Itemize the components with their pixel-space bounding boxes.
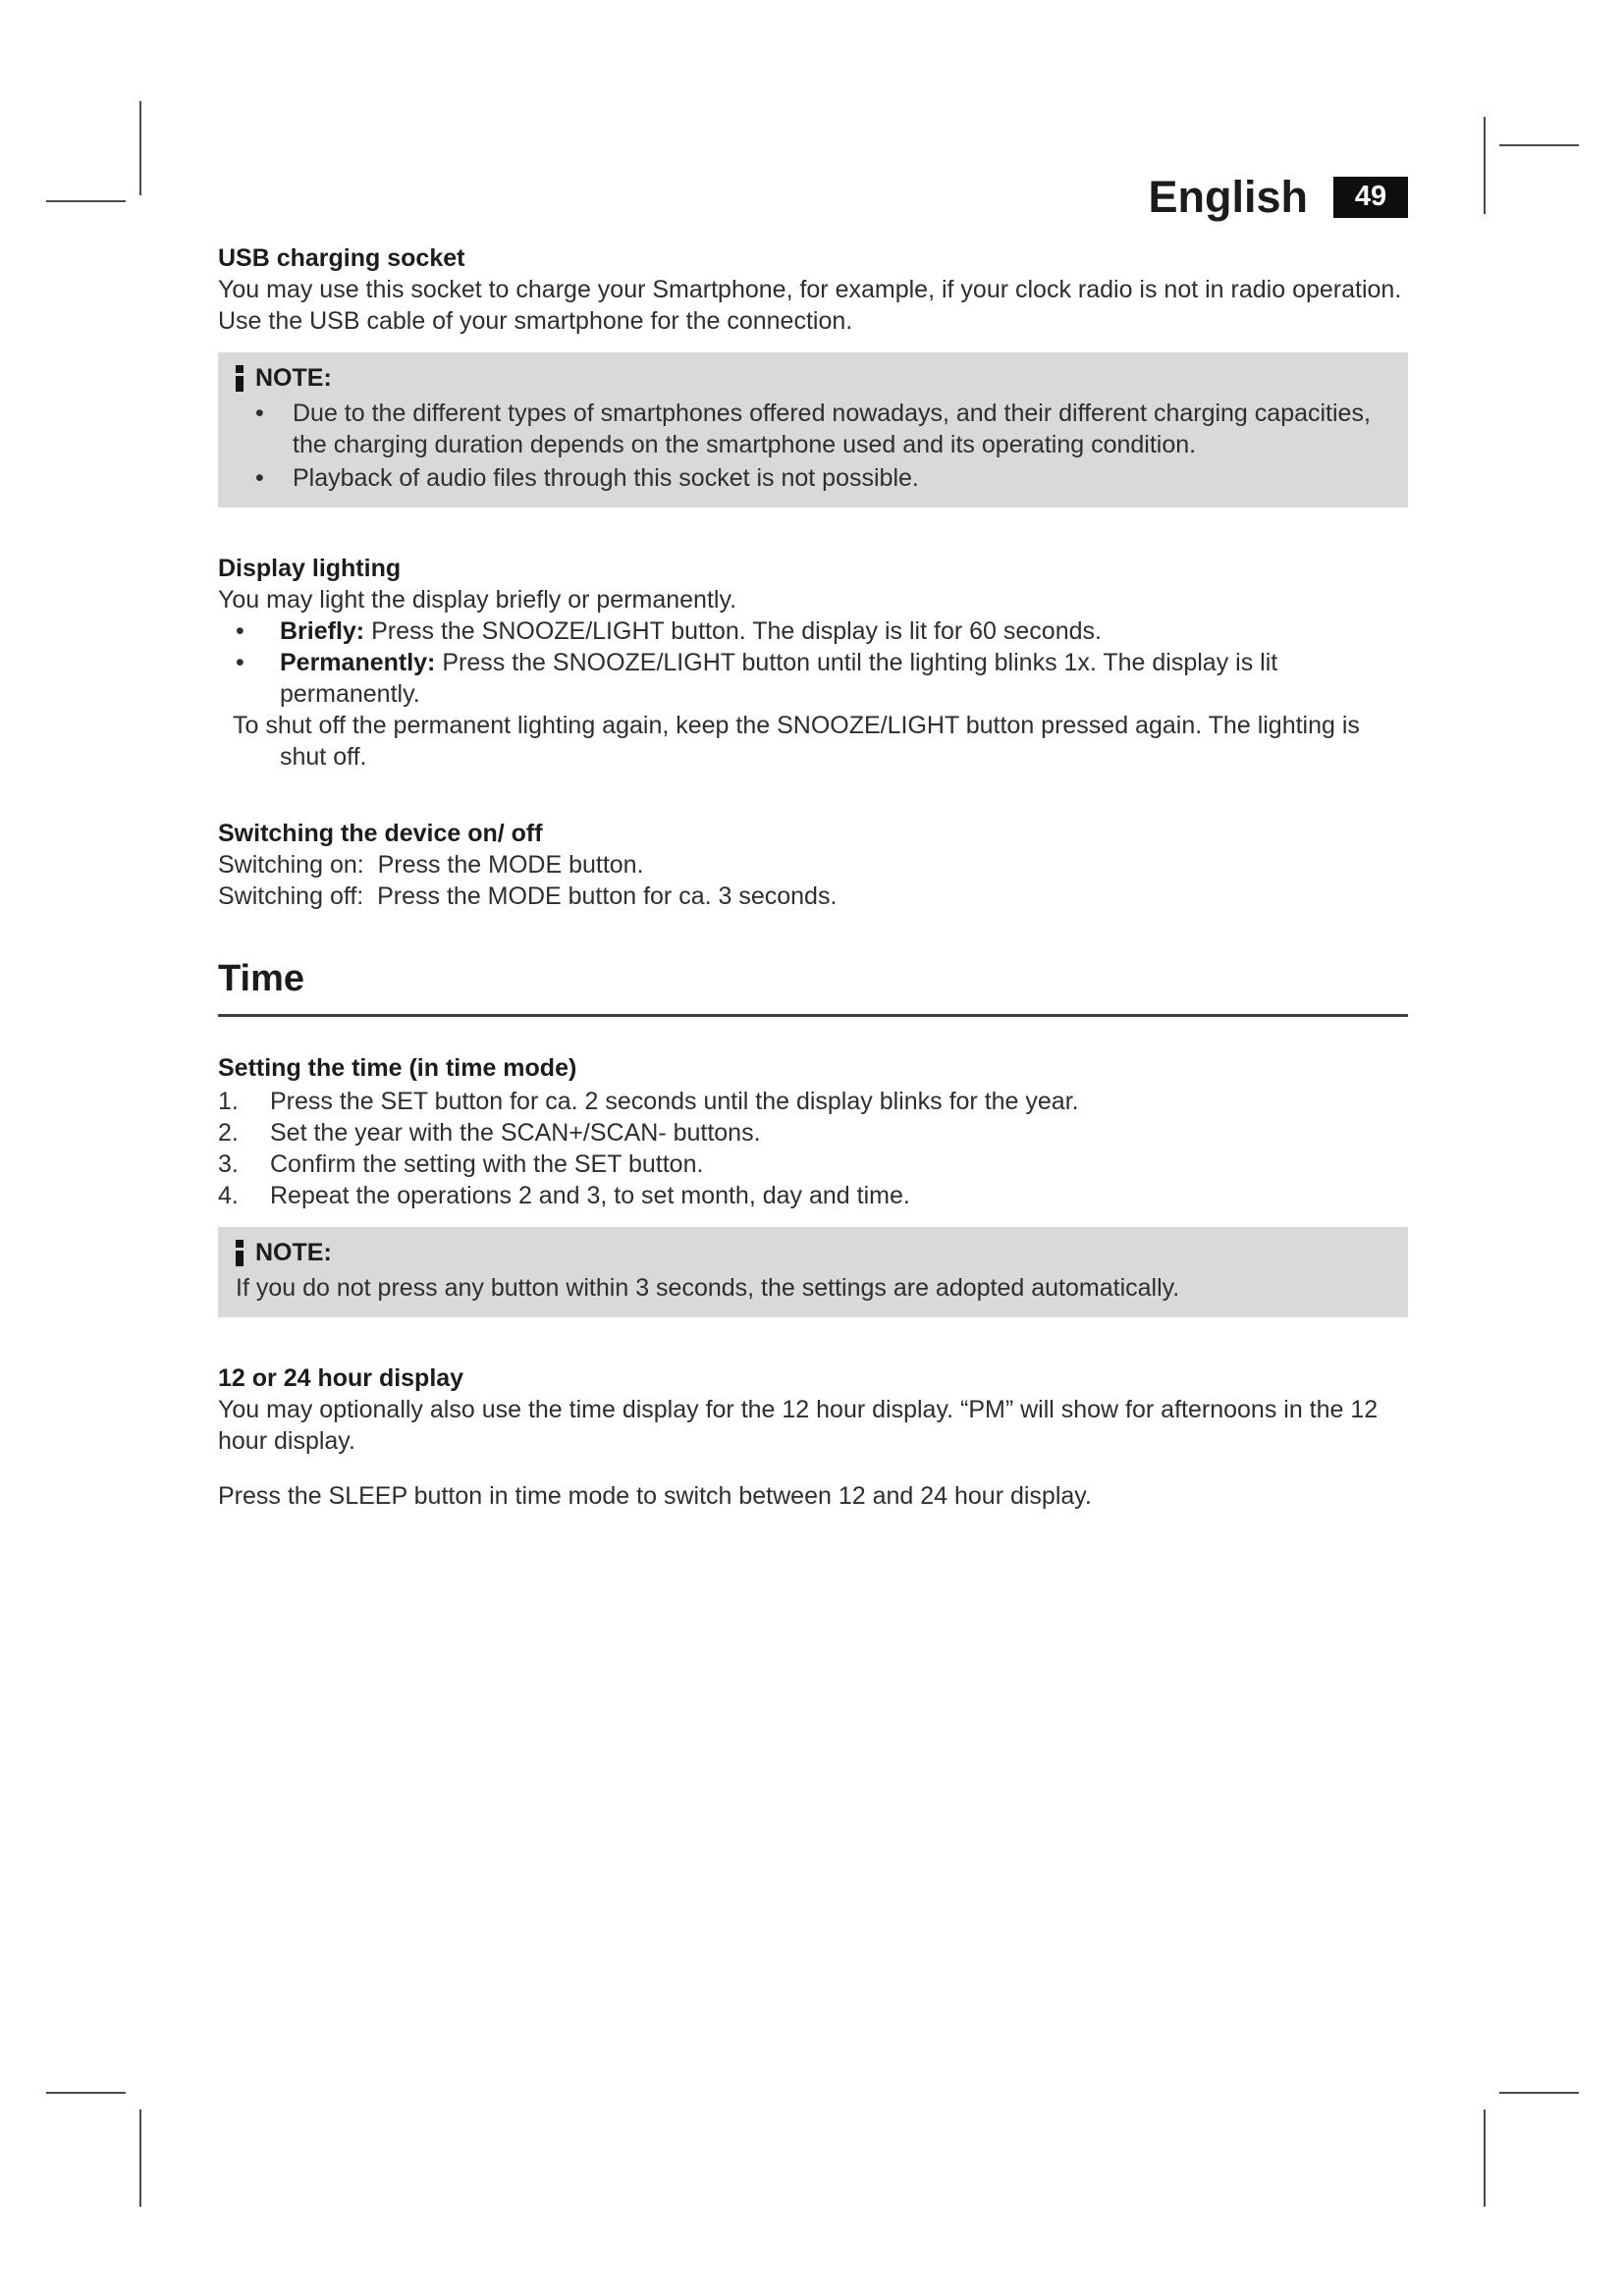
hour-display-para2: Press the SLEEP button in time mode to switch between 12 and 24 hour display.: [218, 1481, 1092, 1510]
display-lighting-bullets: [218, 615, 1408, 710]
usb-section-body: You may use this socket to charge your Smartphone, for example, if your clock radio is not in radio operation. Use the USB cable of your smartphone for the connection.: [218, 276, 1402, 335]
note-text: If you do not press any button within 3 seconds, the settings are adopted automatically.: [236, 1273, 1180, 1302]
crop-mark-top-left-horizontal: [46, 200, 126, 202]
note-list-item: • Playback of audio files through this socket is not possible.: [293, 462, 1384, 494]
note-label: NOTE:: [255, 364, 332, 392]
switching-off-line: Switching off: Press the MODE button for ca. 3 seconds.: [218, 882, 838, 910]
note-bullet-list: [234, 398, 1384, 494]
language-label: English: [1148, 172, 1308, 222]
hour-display-section: [218, 1362, 1408, 1512]
note-header: [234, 362, 1384, 394]
note-header: [234, 1237, 1384, 1268]
list-item: [280, 647, 1408, 710]
step-number: 4.: [218, 1181, 239, 1209]
page-number-badge: 49: [1333, 177, 1408, 218]
hour-display-para1: You may optionally also use the time display for the 12 hour display. “PM” will show for afternoons in the 12 hour display.: [218, 1395, 1379, 1455]
setting-time-section: [218, 1052, 1408, 1317]
info-icon: [234, 364, 244, 392]
step-number: 3.: [218, 1149, 239, 1178]
bullet-term: Briefly:: [280, 617, 365, 645]
setting-time-steps: [218, 1086, 1408, 1211]
bullet-term: Permanently:: [280, 649, 436, 676]
bullet-text: Press the SNOOZE/LIGHT button. The display is lit for 60 seconds.: [371, 617, 1102, 645]
display-lighting-section: [218, 553, 1408, 773]
crop-mark-bottom-left-horizontal: [46, 2092, 126, 2094]
crop-mark-top-right-vertical: [1484, 117, 1486, 214]
step-text: Repeat the operations 2 and 3, to set month, day and time.: [270, 1181, 910, 1209]
setting-time-heading: Setting the time (in time mode): [218, 1053, 577, 1082]
step-number: 2.: [218, 1118, 239, 1147]
time-chapter-heading: Time: [218, 958, 305, 999]
step-item: [218, 1086, 1408, 1117]
step-text: Confirm the setting with the SET button.: [270, 1149, 704, 1178]
crop-mark-bottom-right-vertical: [1484, 2109, 1486, 2207]
step-item: [218, 1148, 1408, 1180]
crop-mark-top-left-vertical: [139, 101, 141, 195]
step-item: [218, 1117, 1408, 1148]
note-label: NOTE:: [255, 1238, 332, 1266]
step-number: 1.: [218, 1087, 239, 1115]
list-item: [280, 615, 1408, 647]
note-box-time: [218, 1227, 1408, 1317]
crop-mark-top-right-horizontal: [1499, 144, 1579, 146]
crop-mark-bottom-left-vertical: [139, 2109, 141, 2207]
display-lighting-outro: To shut off the permanent lighting again, keep the SNOOZE/LIGHT button pressed again. The lighting is shut off.: [233, 712, 1360, 771]
page-header: [218, 172, 1408, 222]
display-lighting-intro: You may light the display briefly or permanently.: [218, 586, 737, 614]
switching-section: [218, 818, 1408, 912]
usb-section-heading: USB charging socket: [218, 244, 465, 272]
note-box-usb: [218, 352, 1408, 507]
hour-display-heading: 12 or 24 hour display: [218, 1363, 464, 1392]
info-icon: [234, 1239, 244, 1266]
step-text: Press the SET button for ca. 2 seconds until the display blinks for the year.: [270, 1087, 1079, 1115]
note-list-item: • Due to the different types of smartphones offered nowadays, and their different charging capacities, the charging duration depends on the smartphone used and its operating condition.: [293, 398, 1384, 460]
bullet-text: Press the SNOOZE/LIGHT button until the lighting blinks 1x. The display is lit permanently.: [280, 649, 1278, 708]
switching-on-line: Switching on: Press the MODE button.: [218, 851, 644, 879]
chapter-divider: [218, 1014, 1408, 1017]
crop-mark-bottom-right-horizontal: [1499, 2092, 1579, 2094]
page-content: [218, 242, 1408, 1512]
step-item: [218, 1180, 1408, 1211]
switching-heading: Switching the device on/ off: [218, 820, 543, 847]
step-text: Set the year with the SCAN+/SCAN- buttons.: [270, 1118, 761, 1147]
display-lighting-heading: Display lighting: [218, 555, 402, 582]
